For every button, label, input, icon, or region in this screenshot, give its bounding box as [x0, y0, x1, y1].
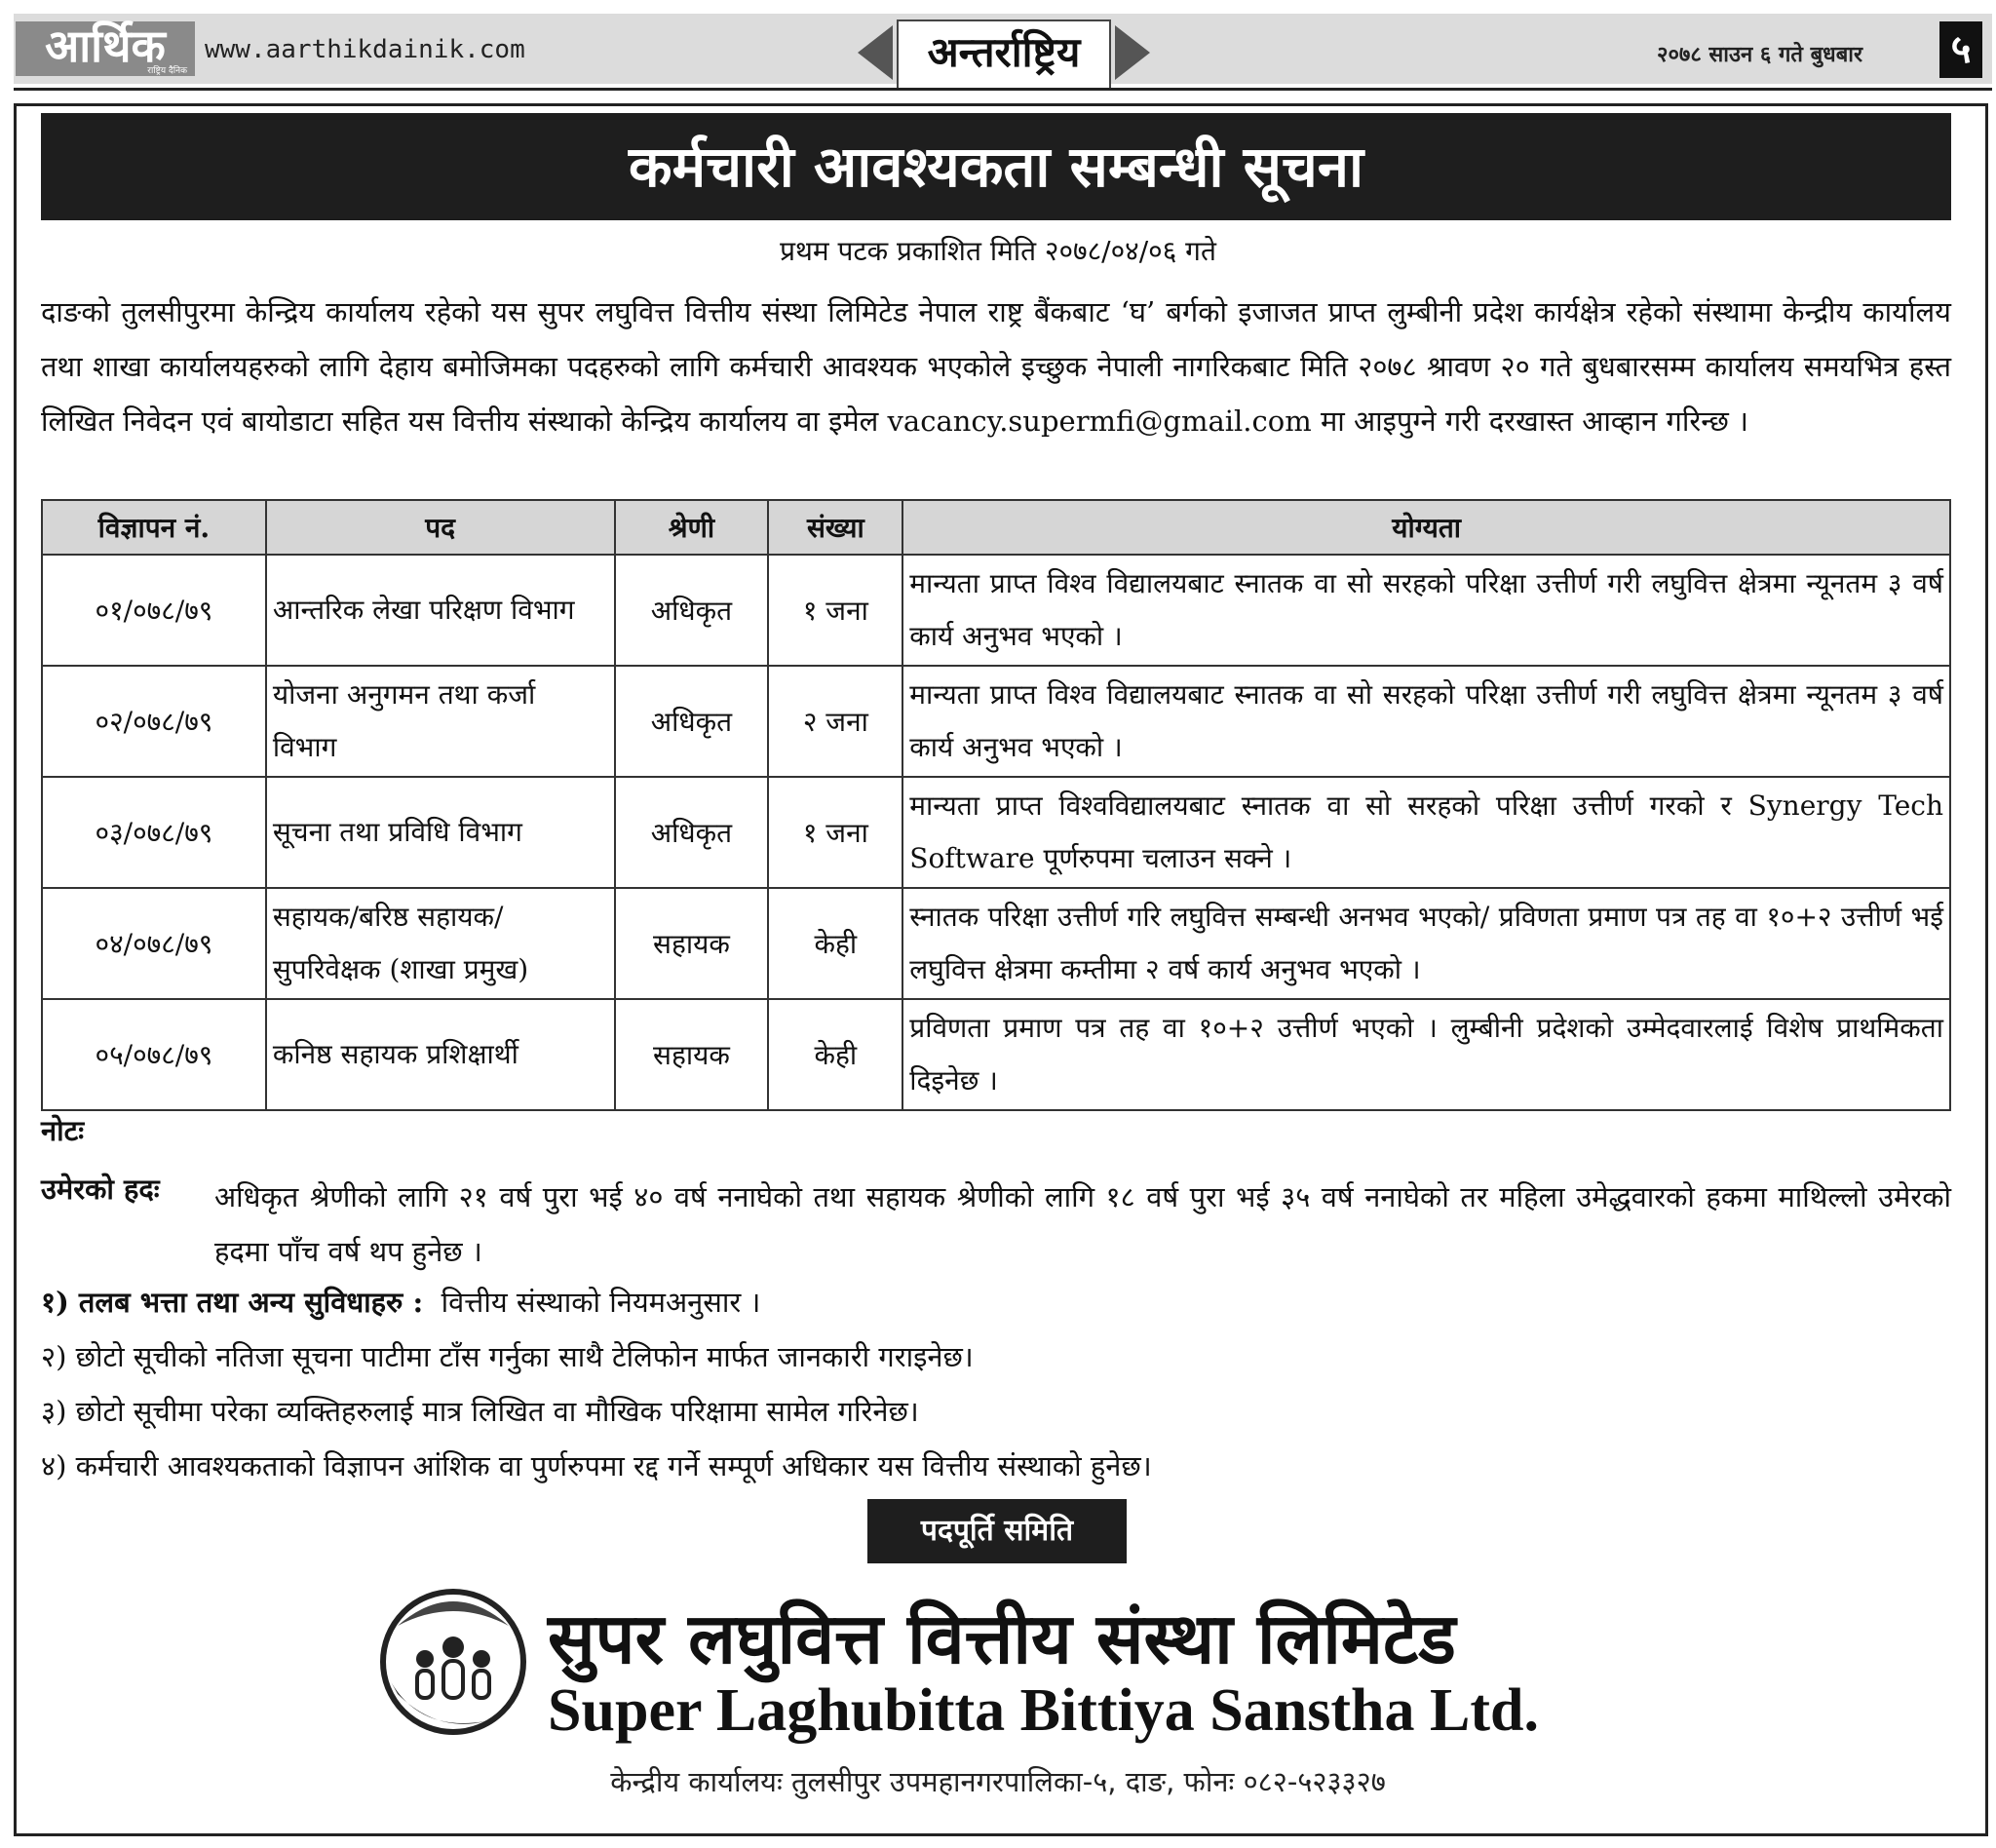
ad-no-cell: ०५/०७८/७९: [42, 999, 266, 1110]
table-row: [42, 888, 1950, 999]
note-item-3: ३) छोटो सूचीमा परेका व्यक्तिहरुलाई मात्र लिखित वा मौखिक परिक्षामा सामेल गरिनेछ।: [41, 1395, 919, 1428]
table-row: [42, 666, 1950, 777]
section-title: अन्तर्राष्ट्रिय: [897, 19, 1111, 90]
table-row: [42, 555, 1950, 666]
organization-logo-icon: [378, 1587, 528, 1737]
arrow-right-icon: [1115, 25, 1150, 80]
vacancy-table: [41, 499, 1951, 1111]
website-url[interactable]: www.aarthikdainik.com: [205, 35, 525, 64]
arrow-left-icon: [858, 25, 893, 80]
committee-badge: पदपूर्ति समिति: [867, 1499, 1127, 1563]
table-header-row: [42, 500, 1950, 555]
qualification-cell: स्नातक परिक्षा उत्तीर्ण गरि लघुवित्त सम्बन्धी अनभव भएको/ प्रविणता प्रमाण पत्र तह वा १०+२ उत्तीर्ण भई लघुवित्त क्षेत्रमा कम्तीमा २ वर्ष कार्य अनुभव भएको ।: [902, 888, 1950, 999]
salary-label: १) तलब भत्ता तथा अन्य सुविधाहरु :: [41, 1286, 424, 1319]
age-limit-text: अधिकृत श्रेणीको लागि २१ वर्ष पुरा भई ४० वर्ष ननाघेको तथा सहायक श्रेणीको लागि १८ वर्ष पुरा भई ३५ वर्ष ननाघेको तर महिला उमेद्धवारको हकमा माथिल्लो उमेरको हदमा पाँच वर्ष थप हुनेछ ।: [214, 1180, 1951, 1268]
count-cell: केही: [768, 999, 902, 1110]
post-cell: सूचना तथा प्रविधि विभाग: [266, 777, 615, 888]
org-name-english: Super Laghubitta Bittiya Sanstha Ltd.: [548, 1677, 1539, 1744]
page-number: ५: [1939, 21, 1982, 78]
header-post: पद: [266, 500, 615, 555]
category-cell: अधिकृत: [615, 666, 769, 777]
header-qualification: योग्यता: [902, 500, 1950, 555]
category-cell: अधिकृत: [615, 777, 769, 888]
post-cell: योजना अनुगमन तथा कर्जा विभाग: [266, 666, 615, 777]
count-cell: २ जना: [768, 666, 902, 777]
table-row: [42, 999, 1950, 1110]
note-item-4: ४) कर्मचारी आवश्यकताको विज्ञापन आंशिक वा पुर्णरुपमा रद्द गर्ने सम्पूर्ण अधिकार यस वित्तीय संस्थाको हुनेछ।: [41, 1449, 1152, 1482]
ad-no-cell: ०१/०७८/७९: [42, 555, 266, 666]
ad-no-cell: ०४/०७८/७९: [42, 888, 266, 999]
header-divider: [14, 88, 1992, 91]
salary-text: वित्तीय संस्थाको नियमअनुसार ।: [441, 1286, 761, 1319]
qualification-cell: मान्यता प्राप्त विश्व विद्यालयबाट स्नातक वा सो सरहको परिक्षा उत्तीर्ण गरी लघुवित्त क्षेत्रमा न्यूनतम ३ वर्ष कार्य अनुभव भएको ।: [902, 555, 1950, 666]
post-cell: कनिष्ठ सहायक प्रशिक्षार्थी: [266, 999, 615, 1110]
section-label: [858, 19, 1150, 86]
post-cell: आन्तरिक लेखा परिक्षण विभाग: [266, 555, 615, 666]
category-cell: अधिकृत: [615, 555, 769, 666]
count-cell: १ जना: [768, 777, 902, 888]
post-cell: सहायक/बरिष्ठ सहायक/ सुपरिवेक्षक (शाखा प्रमुख): [266, 888, 615, 999]
count-cell: १ जना: [768, 555, 902, 666]
newspaper-name: आर्थिक: [45, 19, 166, 72]
org-name-nepali: सुपर लघुवित्त वित्तीय संस्था लिमिटेड: [548, 1597, 1456, 1679]
qualification-cell: मान्यता प्राप्त विश्वविद्यालयबाट स्नातक वा सो सरहको परिक्षा उत्तीर्ण गरको र Synergy Tech Software पूर्णरुपमा चलाउन सक्ने ।: [902, 777, 1950, 888]
publish-date: प्रथम पटक प्रकाशित मिति २०७८/०४/०६ गते: [780, 235, 1216, 267]
notice-title: कर्मचारी आवश्यकता सम्बन्धी सूचना: [41, 113, 1951, 220]
ad-no-cell: ०२/०७८/७९: [42, 666, 266, 777]
qualification-cell: प्रविणता प्रमाण पत्र तह वा १०+२ उत्तीर्ण भएको । लुम्बीनी प्रदेशको उम्मेदवारलाई विशेष प्राथमिकता दिइनेछ ।: [902, 999, 1950, 1110]
header-count: संख्या: [768, 500, 902, 555]
category-cell: सहायक: [615, 999, 769, 1110]
count-cell: केही: [768, 888, 902, 999]
notes-heading: नोटः: [41, 1114, 85, 1147]
age-limit-label: उमेरको हदः: [41, 1173, 160, 1206]
ad-no-cell: ०३/०७८/७९: [42, 777, 266, 888]
newspaper-logo: [16, 21, 195, 76]
issue-date: २०७८ साउन ६ गते बुधबार: [1657, 43, 1862, 67]
intro-paragraph: दाङको तुलसीपुरमा केन्द्रिय कार्यालय रहेको यस सुपर लघुवित्त वित्तीय संस्था लिमिटेड नेपाल राष्ट्र बैंकबाट ‘घ’ बर्गको इजाजत प्राप्त लुम्बीनी प्रदेश कार्यक्षेत्र रहेको संस्थामा केन्द्रीय कार्यालय तथा शाखा कार्यालयहरुको लागि देहाय बमोजिमका पदहरुको लागि कर्मचारी आवश्यक भएकोले इच्छुक नेपाली नागरिकबाट मिति २०७८ श्रावण २० गते बुधबारसम्म कार्यालय समयभित्र हस्त लिखित निवेदन एवं बायोडाटा सहित यस वित्तीय संस्थाको केन्द्रिय कार्यालय वा इमेल vacancy.supermfi@gmail.com मा आइपुग्ने गरी दरखास्त आव्हान गरिन्छ ।: [41, 295, 1952, 438]
newspaper-tagline: राष्ट्रिय दैनिक: [147, 66, 187, 76]
note-item-2: २) छोटो सूचीको नतिजा सूचना पाटीमा टाँस गर्नुका साथै टेलिफोन मार्फत जानकारी गराइनेछ।: [41, 1340, 974, 1373]
header-category: श्रेणी: [615, 500, 769, 555]
table-row: [42, 777, 1950, 888]
qualification-cell: मान्यता प्राप्त विश्व विद्यालयबाट स्नातक वा सो सरहको परिक्षा उत्तीर्ण गरी लघुवित्त क्षेत्रमा न्यूनतम ३ वर्ष कार्य अनुभव भएको ।: [902, 666, 1950, 777]
office-address: केन्द्रीय कार्यालयः तुलसीपुर उपमहानगरपालिका-५, दाङ, फोनः ०८२-५२३३२७: [610, 1765, 1386, 1798]
category-cell: सहायक: [615, 888, 769, 999]
header-ad-no: विज्ञापन नं.: [42, 500, 266, 555]
